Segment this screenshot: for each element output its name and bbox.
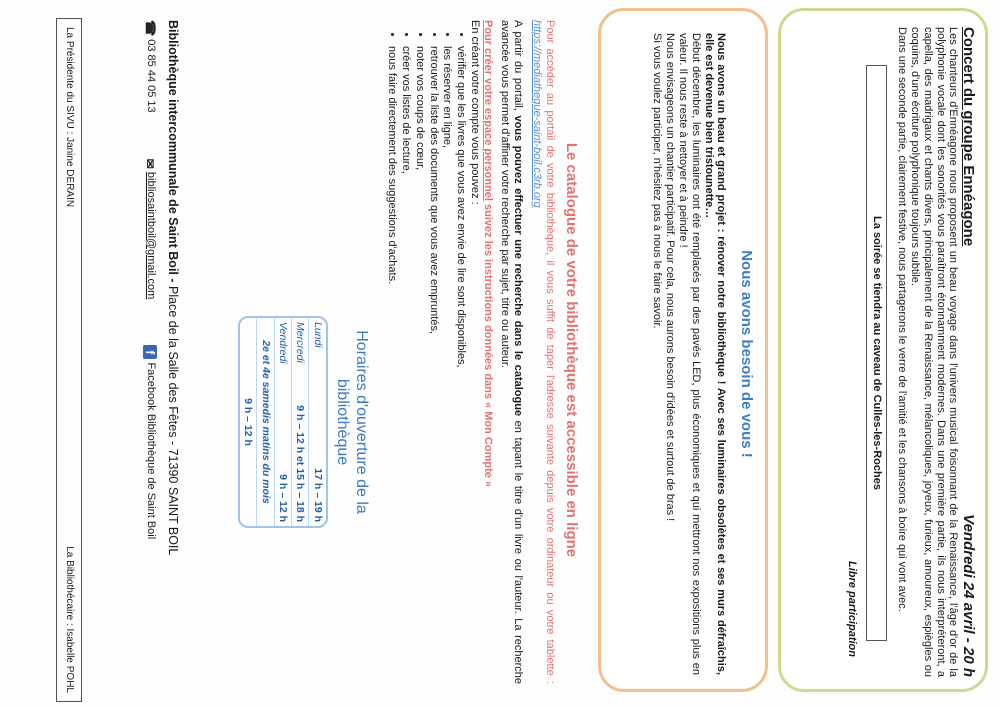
account-lead	[481, 20, 494, 684]
catalogue-portal-text	[498, 20, 524, 684]
saturday-hours-cell: 9 h – 12 h	[240, 318, 257, 526]
day-cell: Lundi	[311, 322, 324, 348]
catalogue-intro	[530, 20, 556, 684]
phone-icon: ☎	[143, 20, 158, 37]
mail-icon: ✉	[143, 158, 158, 169]
phone-number: 03 85 44 05 13	[144, 39, 157, 113]
help-line-1: Début décembre, les luminaires ont été remplacés par des pavés LED, plus économiques et qui mettront nos expositions plus en valeur. Il nous reste à nettoyer et à peindre !	[676, 33, 702, 675]
hours-cell: 9 h – 12 h et 15 h – 18 h	[292, 377, 309, 526]
opening-hours	[238, 316, 370, 528]
opening-hours-title: Horaires d'ouverture de la bibliothèque	[334, 330, 370, 514]
concert-participation: Libre participation	[846, 561, 859, 657]
portal-text-bold: vous pouvez effectuer une recherche dans le catalogue	[512, 115, 524, 417]
concert-paragraph-2: Dans une seconde partie, clairement festive, nous partagerons le verre de l'amitié et les chansons à boire qui vont avec.	[896, 27, 909, 612]
help-line-2: Nous envisageons un chantier participatif. Pour cela, nous aurons besoin d'idées et surtout de bras !	[664, 33, 677, 522]
list-item: • les réserver en ligne,	[441, 46, 454, 684]
list-item: • créer vos listes de lecture,	[399, 46, 412, 684]
table-row	[240, 318, 257, 526]
hours-cell: 17 h – 19 h	[311, 468, 324, 522]
concert-header	[959, 27, 977, 677]
concert-paragraph-1: Les chanteurs d'Ennéagone nous proposent un beau voyage dans l'univers musical foisonnant de la Renaissance, l'âge d'or de la polyphonie vocale dont les sonorités vous paraîtront étonnamment modernes. Dans une première partie, ils nous interpréteront, a capella, des madrigaux et chants divers, principalement de la Renaissance, mélancoliques, joyeux, furieux, amoureux, espiègles ou coquins, d'une écriture polyphonique toujours subtile.	[908, 27, 960, 677]
day-cell: Mercredi	[292, 318, 309, 377]
table-row	[274, 318, 291, 526]
opening-hours-table	[238, 316, 327, 528]
help-title: Nous avons besoin de vous !	[738, 250, 755, 458]
help-lead: Nous avons un beau et grand projet : rénover notre bibliothèque ! Avec ses luminaires obsolètes et ses murs défraîchis, elle est devenue bien tristounette…	[702, 33, 728, 675]
library-address	[165, 20, 180, 704]
concert-date: Vendredi 24 avril - 20 h	[960, 514, 977, 677]
concert-title: Concert du groupe Ennéagone	[960, 27, 977, 247]
catalogue-title: Le catalogue de votre bibliothèque est accessible en ligne	[563, 142, 580, 558]
catalogue-url-link[interactable]: https://mediatheque-saint-boil.c3rb.org	[531, 20, 544, 208]
list-item: • noter vos coups de cœur,	[413, 46, 426, 684]
account-intro: En créant votre compte vous pouvez :	[469, 20, 482, 205]
account-lead-rest: suivez les instructions données dans « Mon Compte »	[482, 200, 494, 488]
catalogue-intro-text: Pour accéder au portail de votre bibliothèque, il vous suffit de taper l'adresse suivante depuis votre ordinateur ou votre tablette :	[544, 20, 556, 684]
concert-section	[778, 8, 988, 692]
portal-text-post: en tapant le titre d'un livre ou l'auteur. La recherche avancée vous permet d'affiner votre recherche par sujet, titre ou auteur.	[499, 20, 524, 684]
table-row	[292, 318, 309, 526]
account-benefits-list	[385, 20, 467, 684]
concert-venue: La soirée se tiendra au caveau de Culles-les-Roches	[866, 65, 887, 641]
help-section	[598, 8, 768, 692]
contact-row	[143, 20, 158, 704]
library-street: Place de la Salle des Fêtes - 71390 SAINT BOIL	[166, 286, 180, 556]
hours-cell: 9 h – 12 h	[274, 377, 291, 526]
facebook-icon: f	[143, 345, 157, 359]
signature-presidente: La Présidente du SIVU : Janine DERAIN	[63, 27, 75, 208]
table-row	[309, 318, 326, 526]
email-link[interactable]: bibliosaintboil@gmail.com	[144, 171, 157, 300]
list-item: • vérifier que les livres que vous avez envie de lire sont disponibles,	[454, 46, 467, 684]
saturday-label-cell: 2e et 4e samedis matins du mois	[257, 318, 274, 526]
list-item: • retrouver la liste des documents que vous avez empruntés,	[427, 46, 440, 684]
facebook-link[interactable]: Facebook Bibliothèque de Saint Boil	[144, 362, 157, 540]
signature-bibliothecaire: La Bibliothécaire : Isabelle POHL	[63, 546, 75, 693]
portal-text-pre: A partir du portail,	[512, 20, 524, 116]
signatures-box	[56, 18, 82, 702]
day-cell: Vendredi	[274, 318, 291, 377]
account-lead-underlined: Pour créer votre espace personnel	[482, 20, 494, 201]
list-item: • nous faire directement des suggestions d'achats.	[385, 46, 398, 684]
help-line-3: Si vous voulez participer, n'hésitez pas à nous le faire savoir.	[651, 33, 664, 329]
account-section	[384, 20, 494, 684]
table-row	[257, 318, 274, 526]
library-name: Bibliothèque intercommunale de Saint Boil -	[166, 20, 180, 286]
